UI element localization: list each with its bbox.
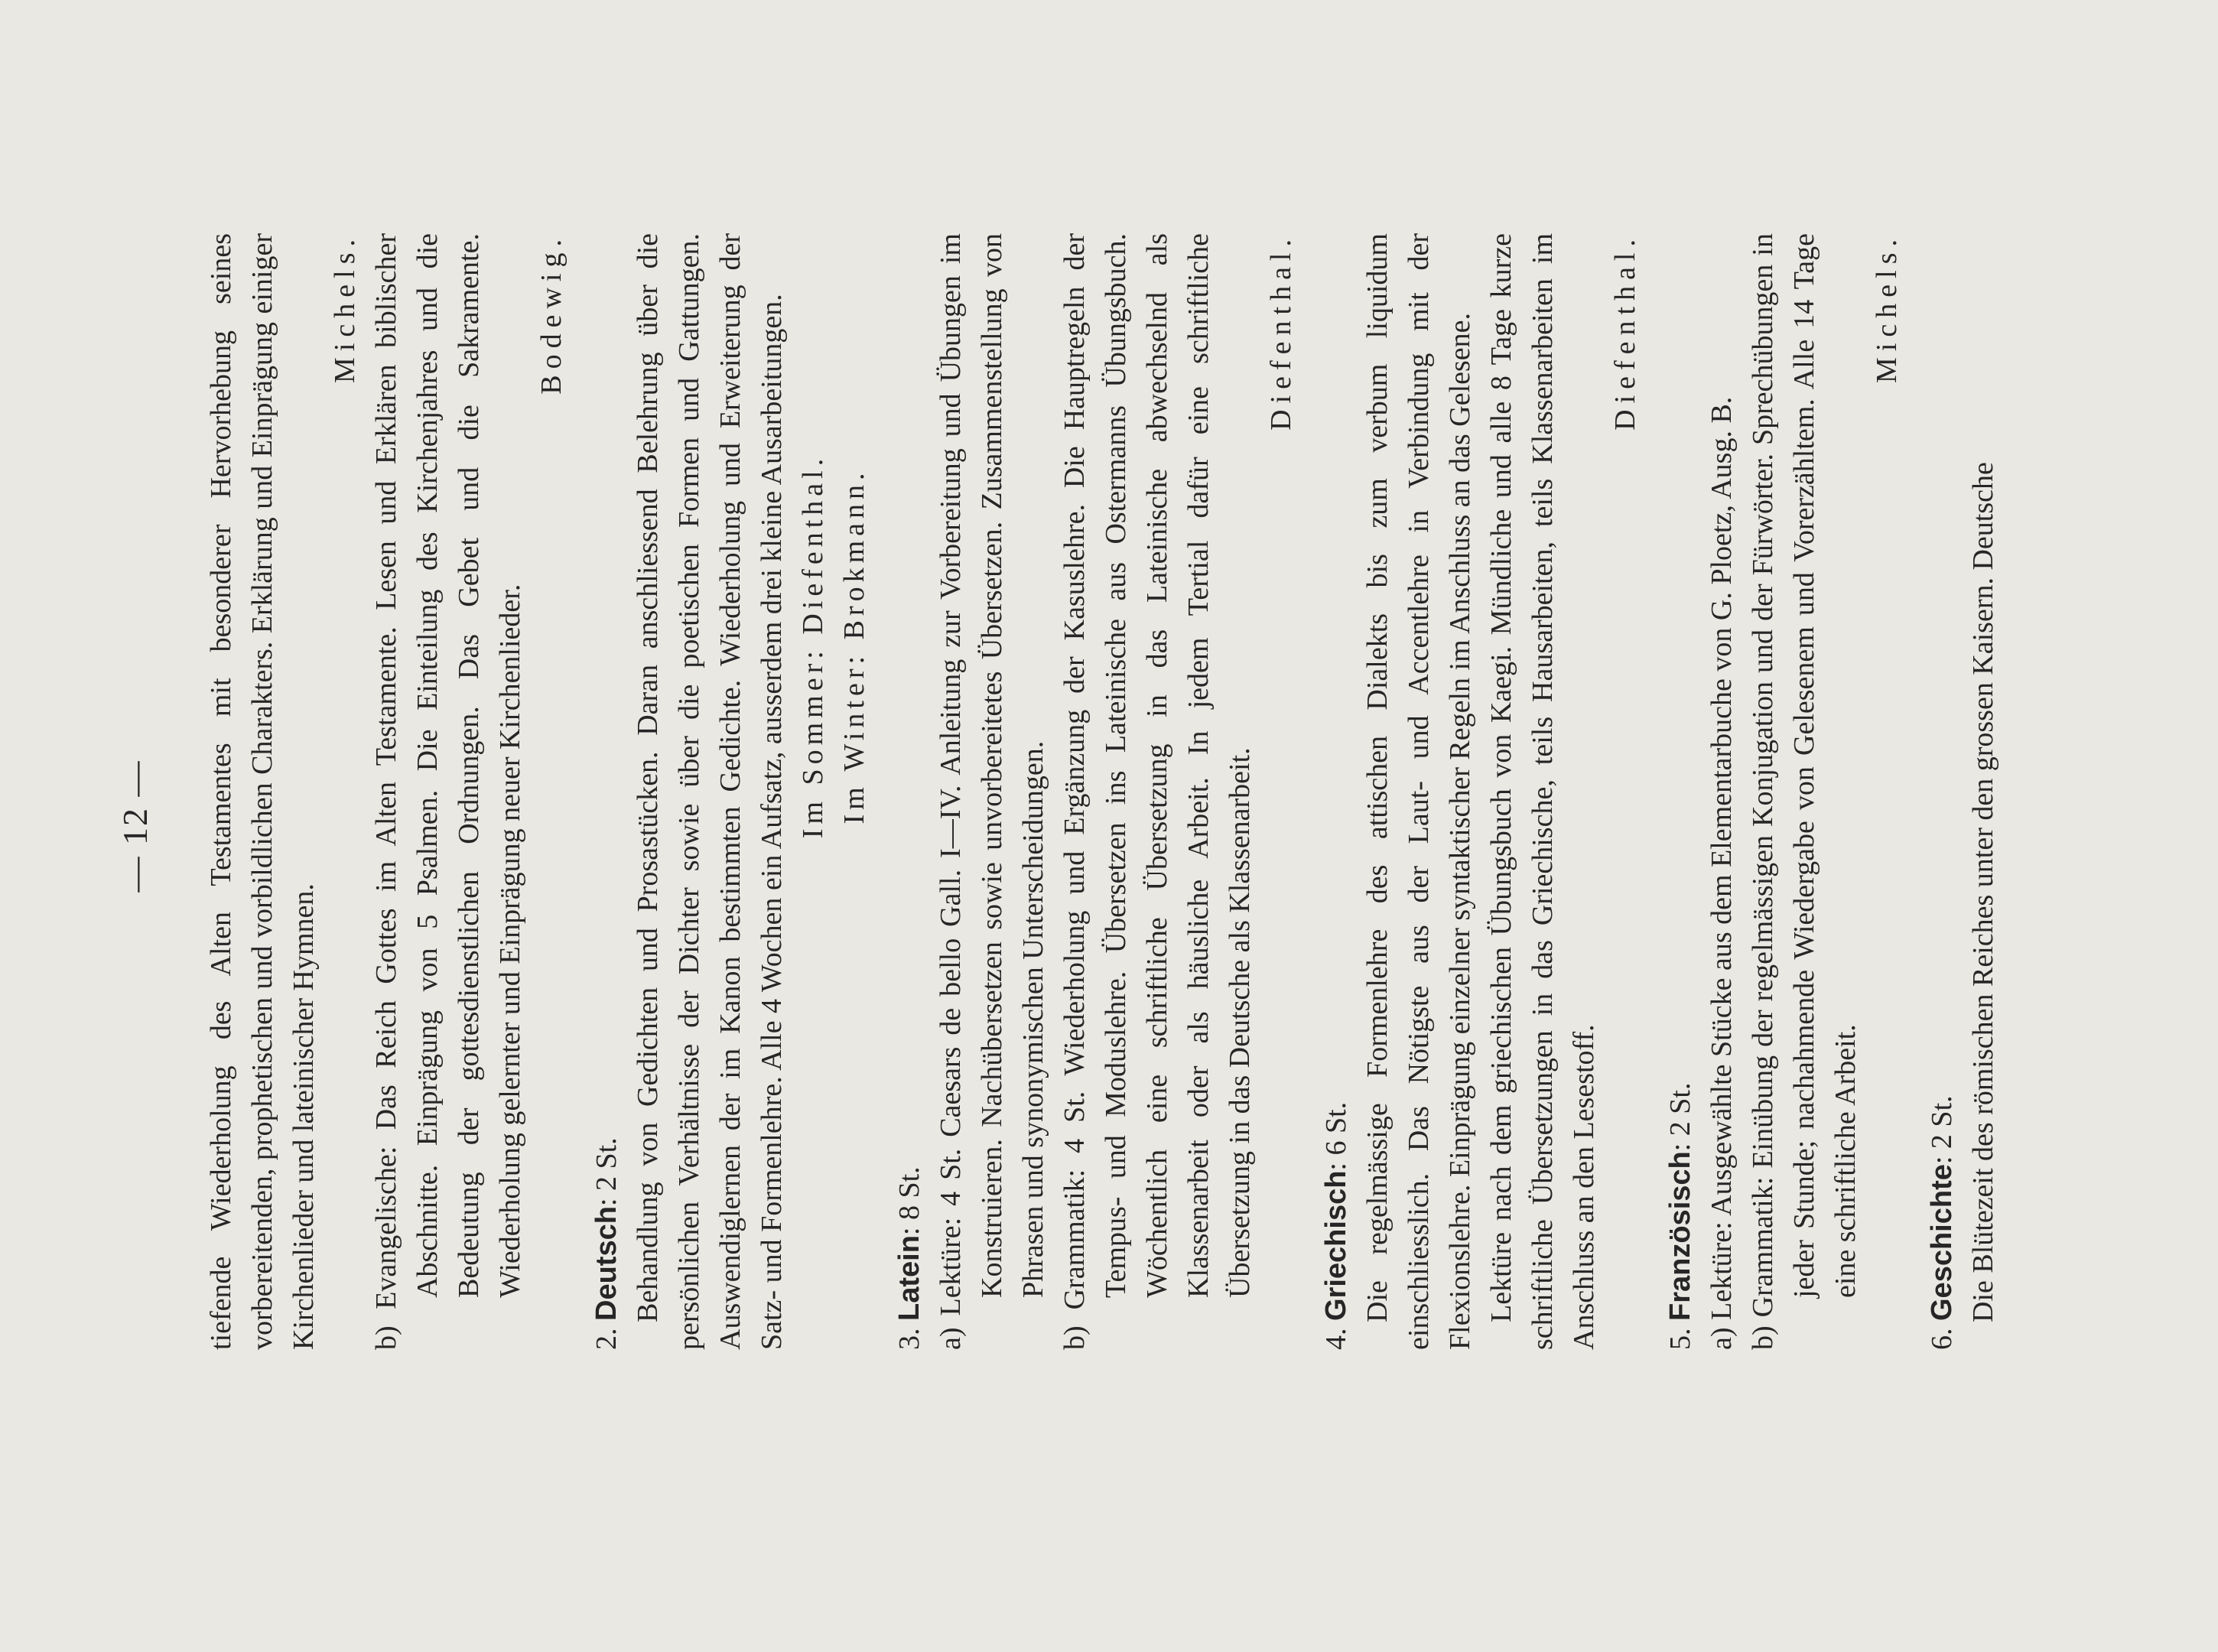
section-hours: : 2 St.: [1926, 1095, 1958, 1165]
section-title: Deutsch: [590, 1206, 623, 1321]
paragraph: tiefende Wiederholung des Alten Testamentes mit besonderer Hervorhebung seines vorbereitenden, prophetischen und vorbildlichen Charakters. Erklärung und Einprägung einiger Kirchenlieder und lateinischer Hymnen.: [205, 233, 320, 1350]
section-heading: [1921, 233, 1963, 1350]
section-number: 2.: [590, 1328, 623, 1350]
teacher-signature: Bodewig.: [535, 233, 568, 395]
teacher-signature: Im Winter: Brokmann.: [838, 468, 870, 824]
teacher-signature: Diefenthal.: [1265, 233, 1297, 431]
section-title: Französisch: [1664, 1151, 1696, 1321]
section-title: Latein: [893, 1235, 925, 1321]
section-heading: [1316, 233, 1357, 1350]
section-hours: : 2 St.: [590, 1137, 623, 1207]
section-title: Geschichte: [1926, 1164, 1958, 1321]
teacher-signature: Michels.: [329, 233, 361, 383]
section-heading: [889, 233, 930, 1350]
paragraph: Die regelmässige Formenlehre des attischen Dialekts bis zum verbum liquidum einschliesslich. Das Nötigste aus der Laut- und Accentlehre in Verbindung mit der Flexionslehre. Einprägung einzelner syntaktischer Regeln im Anschluss an das Gelesene.: [1361, 233, 1476, 1350]
teacher-signature: Im Sommer: Diefenthal.: [797, 454, 829, 839]
section-title: Griechisch: [1320, 1170, 1352, 1321]
section-number: 5.: [1664, 1328, 1696, 1350]
paragraph: Lektüre nach dem griechischen Übungsbuch von Kaegi. Mündliche und alle 8 Tage kurze schriftliche Übersetzungen in das Griechische, teils Hausarbeiten, teils Klassenarbeiten im Anschluss an den Lesestoff.: [1485, 233, 1600, 1350]
paragraph: Die Blütezeit des römischen Reiches unter den grossen Kaisern. Deutsche: [1967, 462, 1999, 1322]
section-number: 3.: [893, 1328, 925, 1350]
section-heading: [586, 233, 627, 1350]
section-number: 4.: [1320, 1328, 1352, 1350]
section-hours: : 2 St.: [1664, 1082, 1696, 1152]
section-hours: : 6 St.: [1320, 1101, 1352, 1171]
list-item: a) Lektüre: Ausgewählte Stücke aus dem Elementarbuche von G. Ploetz, Ausg. B.: [1706, 396, 1738, 1350]
list-item: b) Grammatik: 4 St. Wiederholung und Ergänzung der Kasuslehre. Die Hauptregeln der Tempus- und Moduslehre. Übersetzen ins Lateinische aus Ostermanns Übungsbuch. Wöchentlich eine schriftliche Übersetzung in das Lateinische abwechselnd als Klassenarbeit oder als häusliche Arbeit. In jedem Tertial dafür eine schriftliche Übersetzung in das Deutsche als Klassenarbeit.: [1059, 233, 1256, 1350]
list-item: a) Lektüre: 4 St. Caesars de bello Gall. I—IV. Anleitung zur Vorbereitung und Übungen im Konstruieren. Nachübersetzen sowie unvorbereitetes Übersetzen. Zusammenstellung von Phrasen und synonymischen Unterscheidungen.: [935, 233, 1049, 1350]
page-number: — 12 —: [115, 759, 154, 893]
body-text: [200, 233, 2004, 1350]
section-number: 6.: [1926, 1328, 1958, 1350]
section-hours: : 8 St.: [893, 1166, 925, 1236]
section-heading: [1660, 233, 1701, 1350]
list-item: b) Evangelische: Das Reich Gottes im Alten Testamente. Lesen und Erklären biblischer Abschnitte. Einprägung von 5 Psalmen. Die Einteilung des Kirchenjahres und die Bedeutung der gottesdienstlichen Ordnungen. Das Gebet und die Sakramente. Wiederholung gelernter und Einprägung neuer Kirchenlieder.: [370, 233, 526, 1350]
list-item: b) Grammatik: Einübung der regelmässigen Konjugation und der Fürwörter. Sprechübungen in jeder Stunde; nachahmende Wiedergabe von Gelesenem und Vorerzähltem. Alle 14 Tage eine schriftliche Arbeit.: [1747, 233, 1862, 1350]
teacher-signature: Michels.: [1871, 233, 1903, 383]
paragraph: Behandlung von Gedichten und Prosastücken. Daran anschliessend Belehrung über die persönlichen Verhältnisse der Dichter sowie über die poetischen Formen und Gattungen. Auswendiglernen der im Kanon bestimmten Gedichte. Wiederholung und Erweiterung der Satz- und Formenlehre. Alle 4 Wochen ein Aufsatz, ausserdem drei kleine Ausarbeitungen.: [632, 233, 788, 1350]
teacher-signature: Diefenthal.: [1609, 233, 1641, 431]
